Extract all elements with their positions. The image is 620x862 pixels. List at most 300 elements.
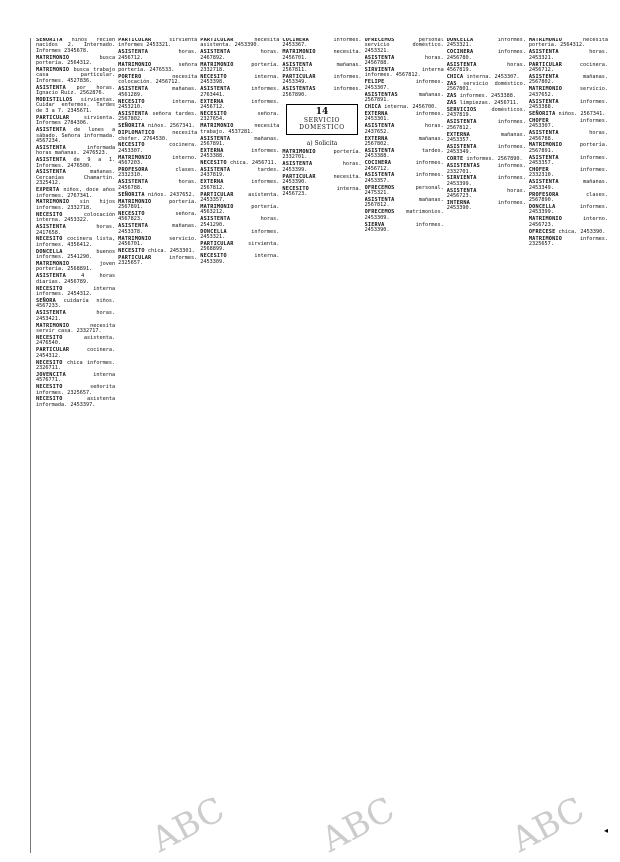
ad-text: horas. 2417658.	[36, 224, 116, 236]
classified-ad	[447, 133, 526, 144]
abc-watermark: ABC	[145, 789, 232, 861]
ad-keyword: JOVENCITA	[36, 371, 66, 378]
ad-text: interna informes. 4567812.	[364, 67, 444, 79]
classified-ad	[529, 180, 608, 191]
ad-keyword: MATRIMONIO	[118, 154, 152, 161]
ad-text: informes. 2453388.	[528, 98, 608, 110]
ad-keyword: ZAS	[446, 100, 457, 107]
ad-keyword: ASISTENTA	[200, 167, 231, 174]
ad-keyword: MATRIMONIO	[528, 142, 563, 149]
ad-text: necesita servir casa. 2332717.	[36, 322, 116, 334]
ad-text: chica. 2456711.	[226, 160, 277, 167]
classified-ad	[118, 38, 197, 49]
classified-ad	[36, 116, 115, 127]
ad-text: personal servicio doméstico. 2453321.	[364, 38, 444, 54]
column-4	[282, 38, 361, 858]
classified-ad	[36, 361, 115, 372]
ad-keyword: DONCELLA	[528, 203, 556, 210]
classified-ad	[529, 63, 608, 74]
classified-ad	[36, 68, 115, 84]
ad-text: horas. 2456788.	[364, 54, 444, 67]
ad-keyword: MATRIMONIO	[528, 216, 563, 223]
classified-ad	[200, 112, 279, 123]
ad-keyword: PARTICULAR	[118, 38, 152, 43]
ad-keyword: ASISTENTA	[364, 54, 395, 61]
ad-keyword: SEÑORITA	[36, 38, 63, 43]
ad-text: interna informes. 2454312.	[36, 285, 116, 298]
ad-keyword: COCINERA	[282, 38, 310, 43]
ad-text: señora. 2327654.	[200, 110, 280, 123]
ad-text: cuidaría niños. 4567233.	[36, 297, 116, 310]
ad-keyword: ASISTENTA	[36, 169, 66, 176]
ad-text: señorita informes. 2325657.	[36, 384, 116, 396]
ad-text: horas. 2456788.	[118, 179, 198, 191]
classified-ad	[200, 193, 279, 204]
ad-keyword: NECESITO	[200, 73, 227, 80]
ad-text: portería. 2567891.	[528, 142, 608, 154]
classified-ad	[529, 193, 608, 204]
ad-text: tardes. 2453388.	[364, 147, 444, 160]
ad-text: interna. 2456723.	[282, 186, 362, 198]
ad-keyword: NECESITO	[36, 285, 63, 292]
classified-ad	[36, 262, 115, 273]
column-4-top	[282, 38, 361, 98]
ad-text: portería. 2567891.	[118, 198, 198, 210]
ad-keyword: PARTICULAR	[200, 191, 234, 198]
classified-ad	[365, 68, 444, 79]
ad-text: clases. 2332310.	[118, 167, 198, 179]
abc-watermark: ABC	[315, 789, 402, 861]
ad-text: personal. 2475321.	[364, 184, 444, 197]
classified-ad	[200, 149, 279, 160]
ad-keyword: ZAS	[446, 80, 457, 87]
ad-text: necesita chófer. 2764530.	[118, 130, 198, 142]
ad-text: informes. 2763441.	[200, 86, 280, 98]
ad-keyword: SERVICIOS	[446, 106, 477, 113]
ad-text: interna. 2453398.	[200, 73, 280, 86]
ad-text: tardes. 2437819.	[200, 167, 280, 179]
classified-ad	[447, 94, 526, 99]
classified-ad	[365, 173, 444, 184]
classified-ad	[36, 146, 115, 157]
classified-ad	[447, 50, 526, 61]
classified-ad	[529, 217, 608, 228]
classified-ad	[36, 348, 115, 359]
ad-keyword: PORTERO	[118, 73, 142, 80]
ad-text: sirvienta. 2568899.	[200, 240, 280, 253]
classified-ad	[200, 75, 279, 86]
ad-text: necesita colocación. 2456712.	[118, 73, 198, 86]
ad-keyword: ASISTENTA	[528, 130, 559, 137]
classified-ad	[529, 168, 608, 179]
classified-ad	[118, 143, 197, 154]
ad-keyword: ASISTENTA	[36, 84, 66, 91]
classified-ad	[200, 137, 279, 148]
ad-text: horas. 2456712.	[118, 49, 198, 61]
classified-ad	[529, 143, 608, 154]
ad-text: de lunes a sábado. Señora informada. 4567234.	[36, 127, 116, 144]
ad-text: informes. 2453307.	[528, 117, 608, 130]
ad-keyword: NECESITO	[118, 98, 145, 105]
column-7	[529, 38, 608, 858]
classified-ad	[282, 50, 361, 61]
ad-text: horas. 2467892.	[200, 49, 280, 61]
ad-text: mañanas. 2567891.	[364, 91, 444, 104]
ad-text: informes. 2453399.	[446, 175, 526, 187]
classified-ad	[36, 287, 115, 298]
ad-keyword: MATRIMONIO	[36, 261, 70, 268]
ad-keyword: OFRECESE	[528, 228, 556, 235]
classified-ad	[200, 254, 279, 265]
ad-keyword: DONCELLA	[36, 248, 63, 255]
ad-keyword: MATRIMONIO	[528, 235, 563, 242]
ad-keyword: ASISTENTA	[118, 179, 149, 186]
ad-keyword: SIRVIENTA	[364, 67, 395, 74]
ad-text: interna 4576771.	[36, 371, 116, 384]
classified-ad	[529, 131, 608, 142]
ad-keyword: PARTICULAR	[528, 61, 563, 68]
section-title: SERVICIO DOMESTICO	[299, 117, 345, 132]
ad-text: informes. 2453321.	[200, 228, 280, 240]
classified-ad	[200, 205, 279, 216]
classified-ad	[282, 162, 361, 173]
ad-keyword: ASISTENTA	[528, 49, 559, 56]
ad-keyword: CHOFER	[528, 117, 549, 124]
ad-keyword: SIERVA	[364, 221, 385, 228]
classified-ad	[118, 193, 197, 198]
classified-ad	[200, 161, 279, 166]
ad-keyword: ASISTENTA	[118, 110, 149, 117]
ad-keyword: EXTERNA	[446, 131, 470, 138]
ad-keyword: ASISTENTA	[446, 119, 477, 126]
classified-ad	[118, 75, 197, 86]
ad-text: mañanas. 2453349.	[528, 179, 608, 191]
classified-ad	[365, 80, 444, 91]
ad-text: cocinera. 2454312.	[36, 347, 116, 359]
ad-text: informes. 2453301.	[364, 110, 444, 123]
ad-text: horas. 2453421.	[36, 310, 116, 322]
ad-text: horas. 2456723.	[446, 187, 526, 200]
ad-text: portería. 2332718.	[200, 61, 280, 74]
classified-ad	[36, 128, 115, 144]
ad-keyword: SEÑORA	[36, 297, 56, 304]
classified-ad	[447, 176, 526, 187]
ad-text: horas. 2453399.	[282, 161, 362, 173]
ad-keyword: DIPLOMATICO	[118, 130, 155, 137]
classified-ad	[529, 230, 608, 235]
ad-keyword: NECESITO	[118, 247, 145, 254]
classified-ad	[282, 150, 361, 161]
ad-text: busca trabajo casa particular. Informes. 4527836.	[36, 67, 116, 84]
classified-ad	[365, 137, 444, 148]
ad-keyword: ASISTENTA	[446, 61, 477, 68]
ad-text: informes. 2456712.	[200, 98, 280, 110]
ad-text: necesita asistenta. 2453390.	[200, 38, 280, 49]
ad-text: mañanas. 2453378.	[118, 223, 198, 235]
ad-keyword: ASISTENTA	[118, 223, 149, 230]
ad-text: cocinera lista, informes. 4356412.	[36, 236, 116, 248]
ad-keyword: ASISTENTA	[118, 49, 149, 56]
ad-keyword: ZAS	[446, 93, 457, 100]
classified-ad	[365, 223, 444, 234]
classified-ad	[365, 93, 444, 104]
classified-ad	[447, 189, 526, 200]
ad-keyword: ASISTENTA	[36, 273, 66, 280]
classified-ad	[282, 187, 361, 198]
classified-ad	[529, 237, 608, 248]
ad-text: domésticos. 2437819.	[446, 106, 526, 119]
ad-keyword: ASISTENTA	[36, 224, 66, 231]
ad-keyword: CHICA	[446, 73, 464, 80]
classified-ad	[529, 100, 608, 111]
ad-text: 4 horas diarias. 2456789.	[36, 273, 116, 285]
classified-ad	[118, 100, 197, 111]
ad-keyword: CHOFER	[528, 167, 549, 174]
ad-text: informes. 2453307.	[364, 79, 444, 91]
classified-ad	[118, 87, 197, 98]
ad-text: chica. 2453301.	[144, 247, 195, 254]
ad-text: horas. 2456788.	[528, 130, 608, 142]
ad-keyword: OFRECEMOS	[364, 184, 395, 191]
ad-keyword: NECESITO	[36, 211, 63, 218]
classified-ad	[118, 168, 197, 179]
ad-keyword: MATRIMONIO	[200, 61, 234, 68]
ad-text: mañanas. Cercanías Chamartín. 2325412.	[36, 169, 116, 187]
classified-ad	[282, 38, 361, 49]
classified-ad	[36, 373, 115, 384]
section-header-box	[286, 104, 357, 135]
classified-ad	[529, 87, 608, 98]
classified-ad	[36, 213, 115, 224]
ad-text: cocinera. 2453307.	[118, 142, 198, 154]
ad-keyword: MATRIMONIO	[528, 38, 563, 43]
ad-keyword: MATRIMONIO	[282, 49, 316, 56]
ad-keyword: INTERNA	[446, 200, 470, 207]
ad-text: informes. 2453357.	[364, 172, 444, 184]
classified-ad	[118, 212, 197, 223]
ad-keyword: ASISTENTA	[36, 310, 66, 317]
ad-text: portería. 2332701.	[282, 149, 362, 161]
ad-keyword: NECESITO	[118, 210, 145, 217]
ad-keyword: ASISTENTAS	[282, 86, 316, 93]
classified-ad	[118, 237, 197, 248]
ad-keyword: MATRIMONIO	[200, 123, 234, 130]
ad-keyword: ASISTENTA	[200, 216, 231, 223]
ad-text: necesita trabajo. 4537281.	[200, 123, 280, 135]
ad-keyword: PARTICULAR	[36, 114, 70, 121]
ad-keyword: PROFESORA	[118, 167, 149, 174]
classified-ad	[200, 100, 279, 111]
left-margin-rule	[30, 38, 31, 853]
ad-keyword: NECESITO	[118, 142, 145, 149]
classified-ad	[118, 156, 197, 167]
column-4-bottom	[282, 150, 361, 198]
classified-ad	[118, 249, 197, 254]
classified-ad	[36, 170, 115, 186]
ad-text: informes. 2453390.	[446, 200, 526, 212]
ad-text: de 9 a 1. Informes. 2476500.	[36, 157, 116, 169]
classified-ad	[447, 75, 526, 80]
classified-ad	[36, 324, 115, 335]
ad-keyword: DONCELLA	[446, 38, 474, 43]
classified-ad	[200, 50, 279, 61]
ad-text: horas. 2453321.	[528, 49, 608, 61]
classified-ad	[365, 186, 444, 197]
ad-keyword: OFRECEMOS	[364, 209, 395, 216]
classified-ad	[365, 112, 444, 123]
ad-text: necesita portería. 2564312.	[528, 38, 608, 49]
classified-ad	[365, 124, 444, 135]
ad-text: informes. 2567812.	[200, 179, 280, 191]
classified-ad	[118, 63, 197, 74]
classified-ad	[118, 200, 197, 211]
classified-ad	[282, 75, 361, 86]
ad-keyword: MATRIMONIO	[36, 322, 70, 329]
ad-keyword: NECESITO	[36, 236, 63, 243]
classified-ad	[447, 201, 526, 212]
classified-ad	[36, 299, 115, 310]
ad-keyword: COCINERA	[446, 49, 474, 56]
ad-keyword: ASISTENTA	[364, 147, 395, 154]
ad-text: informada horas mañanas. 2476523.	[36, 144, 116, 157]
ad-text: chica. 2453390.	[555, 228, 606, 235]
ad-keyword: PARTICULAR	[282, 73, 316, 80]
ad-text: interna. 2453309.	[200, 253, 280, 265]
ad-keyword: ASISTENTA	[528, 98, 559, 105]
ad-keyword: ASISTENTA	[446, 143, 477, 150]
ad-text: interna. 2453210.	[118, 98, 198, 110]
ad-text: cocinera. 2456712.	[528, 61, 608, 74]
ad-text: clases. 2567890.	[528, 191, 608, 204]
ad-text: horas. 2437652.	[364, 123, 444, 135]
classified-ad	[200, 242, 279, 253]
ad-text: interna. 2453307.	[463, 73, 520, 80]
classified-ad	[365, 105, 444, 110]
ad-text: sirvienta. Informes 2784306.	[36, 114, 116, 127]
ad-text: informes. 2453367.	[282, 38, 362, 49]
classified-ad	[365, 161, 444, 172]
ad-text: informes. 2567890.	[463, 156, 523, 163]
ad-keyword: PARTICULAR	[200, 38, 234, 43]
ad-text: informes. 2332701.	[446, 163, 526, 175]
classified-ad	[36, 274, 115, 285]
classified-ad	[36, 336, 115, 347]
ad-text: informes. 2453349.	[446, 143, 526, 156]
classified-ad	[36, 158, 115, 169]
ad-keyword: NECESITO	[36, 396, 63, 403]
ad-keyword: DONCELLA	[200, 228, 227, 235]
ad-keyword: ASISTENTA	[118, 86, 149, 93]
ad-text: interna. 2456700.	[381, 103, 438, 110]
ad-keyword: ASISTENTA	[364, 123, 395, 130]
classified-ad	[36, 237, 115, 248]
ad-keyword: MODISTILLOS	[36, 97, 73, 104]
ad-text: portería. 4563212.	[200, 203, 280, 216]
ad-keyword: ASISTENTA	[200, 49, 231, 56]
ad-text: mañanas. 4561289.	[118, 86, 198, 98]
classified-columns	[36, 38, 608, 861]
classified-ad	[200, 38, 279, 49]
ad-keyword: EXTERNA	[200, 98, 224, 105]
ad-text: informes. 2325657.	[528, 235, 608, 247]
section-number: 14	[315, 107, 329, 118]
ad-text: mañanas. 2453357.	[446, 131, 526, 143]
classified-ad	[529, 50, 608, 61]
classified-ad	[365, 210, 444, 221]
ad-text: servicio. 2437652.	[528, 86, 608, 98]
ad-keyword: ASISTENTA	[528, 179, 559, 186]
ad-text: mañanas. 2567802.	[364, 135, 444, 147]
ad-text: interno. 4567203.	[118, 154, 198, 167]
classified-ad	[36, 200, 115, 211]
ad-text: informes. 2567812.	[446, 119, 526, 131]
classified-ad	[200, 63, 279, 74]
ad-text: informes. 2453388.	[200, 147, 280, 160]
classified-ad	[36, 56, 115, 67]
ad-keyword: ASISTENTA	[200, 135, 231, 142]
ad-keyword: NECESITO	[36, 359, 63, 366]
ad-keyword: PARTICULAR	[36, 347, 70, 354]
classified-ad	[200, 180, 279, 191]
ad-keyword: ASISTENTA	[282, 61, 313, 68]
ad-keyword: COCINERA	[364, 160, 392, 167]
ad-keyword: SEÑORITA	[118, 191, 145, 198]
ad-keyword: ASISTENTA	[36, 127, 66, 134]
classified-ad	[200, 168, 279, 179]
ad-keyword: MATRIMONIO	[36, 54, 70, 61]
ad-text: informes. 2325657.	[118, 254, 198, 267]
ad-text: necesita. 2456701.	[282, 49, 362, 61]
ad-text: horas. 2541290.	[200, 216, 280, 228]
classified-ad	[36, 385, 115, 396]
ad-text: informes. 2453349.	[282, 73, 362, 86]
ad-keyword: NECESITO	[36, 384, 63, 391]
column-2	[118, 38, 197, 858]
ad-text: necesita. 2453390.	[282, 173, 362, 186]
ad-text: informes. 2453321.	[446, 38, 526, 49]
classified-ad	[529, 112, 608, 117]
classified-ad	[118, 131, 197, 142]
classified-ad	[118, 224, 197, 235]
classified-ad	[447, 82, 526, 93]
ad-text: horas. 4567819.	[446, 61, 526, 74]
ad-text: niños. 2437652.	[144, 191, 195, 198]
classified-ad	[36, 225, 115, 236]
ad-text: mañanas. 2567811.	[282, 61, 362, 74]
ad-text: servicio. 2456701.	[118, 235, 198, 247]
ad-keyword: CORTE	[446, 156, 464, 163]
classified-ad	[529, 156, 608, 167]
ad-keyword: ASISTENTA	[200, 86, 231, 93]
ad-keyword: ASISTENTAS	[446, 163, 480, 170]
classified-ad	[118, 256, 197, 267]
classified-ad	[365, 56, 444, 67]
ad-text: informes. 2456780.	[446, 49, 526, 61]
abc-watermark: ABC	[505, 789, 592, 861]
ad-keyword: MATRIMONIO	[282, 149, 316, 156]
classified-ad	[36, 397, 115, 408]
ad-text: servicio doméstico. 2567801.	[446, 80, 526, 93]
ad-text: buenos informes. 2541290.	[36, 248, 116, 261]
classified-ad	[200, 217, 279, 228]
classified-ad	[529, 205, 608, 216]
ad-text: asistenta informada. 2453397.	[36, 396, 116, 408]
ad-keyword: ASISTENTA	[364, 197, 395, 204]
ad-keyword: EXTERNA	[200, 179, 224, 186]
classified-ad	[200, 87, 279, 98]
classified-ad	[529, 119, 608, 130]
classified-ad	[200, 230, 279, 241]
